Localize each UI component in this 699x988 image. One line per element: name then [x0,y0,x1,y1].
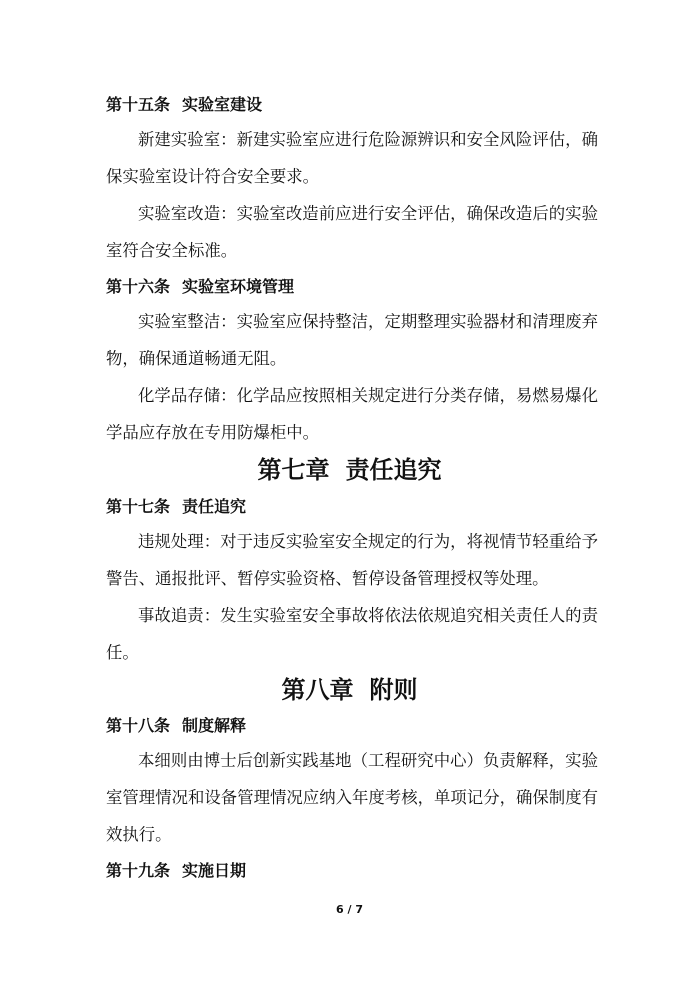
article-15-paragraph-2: 实验室改造：实验室改造前应进行安全评估，确保改造后的实验室符合安全标准。 [106,204,598,260]
article-number: 第十九条 [106,861,171,880]
article-title: 实验室环境管理 [182,277,295,296]
article-number: 第十五条 [106,95,171,114]
page-number: 6 / 7 [336,903,363,916]
article-17-heading [106,497,246,517]
chapter-name: 附则 [369,676,418,704]
article-16-paragraph-1: 实验室整洁：实验室应保持整洁，定期整理实验器材和清理废弃物，确保通道畅通无阻。 [106,312,598,368]
article-16-heading [106,277,294,297]
article-number: 第十六条 [106,277,171,296]
chapter-number: 第七章 [257,456,330,484]
article-number: 第十七条 [106,497,171,516]
article-title: 实验室建设 [182,95,263,114]
article-19-heading [106,861,246,881]
article-17-paragraph-1: 违规处理：对于违反实验室安全规定的行为，将视情节轻重给予警告、通报批评、暂停实验资格、暂停设备管理授权等处理。 [106,532,598,588]
chapter-number: 第八章 [281,676,354,704]
article-title: 实施日期 [182,861,247,880]
article-17-paragraph-2: 事故追责：发生实验室安全事故将依法依规追究相关责任人的责任。 [106,606,598,662]
chapter-8-title [0,675,699,705]
article-18-heading [106,716,246,736]
chapter-name: 责任追究 [345,456,442,484]
article-15-heading [106,95,262,115]
article-18-paragraph-1: 本细则由博士后创新实践基地（工程研究中心）负责解释，实验室管理情况和设备管理情况应纳入年度考核，单项记分，确保制度有效执行。 [106,751,598,844]
article-16-paragraph-2: 化学品存储：化学品应按照相关规定进行分类存储，易燃易爆化学品应存放在专用防爆柜中。 [106,386,598,442]
article-title: 制度解释 [182,716,247,735]
article-title: 责任追究 [182,497,247,516]
chapter-7-title [0,455,699,485]
article-number: 第十八条 [106,716,171,735]
article-15-paragraph-1: 新建实验室：新建实验室应进行危险源辨识和安全风险评估，确保实验室设计符合安全要求。 [106,130,598,186]
